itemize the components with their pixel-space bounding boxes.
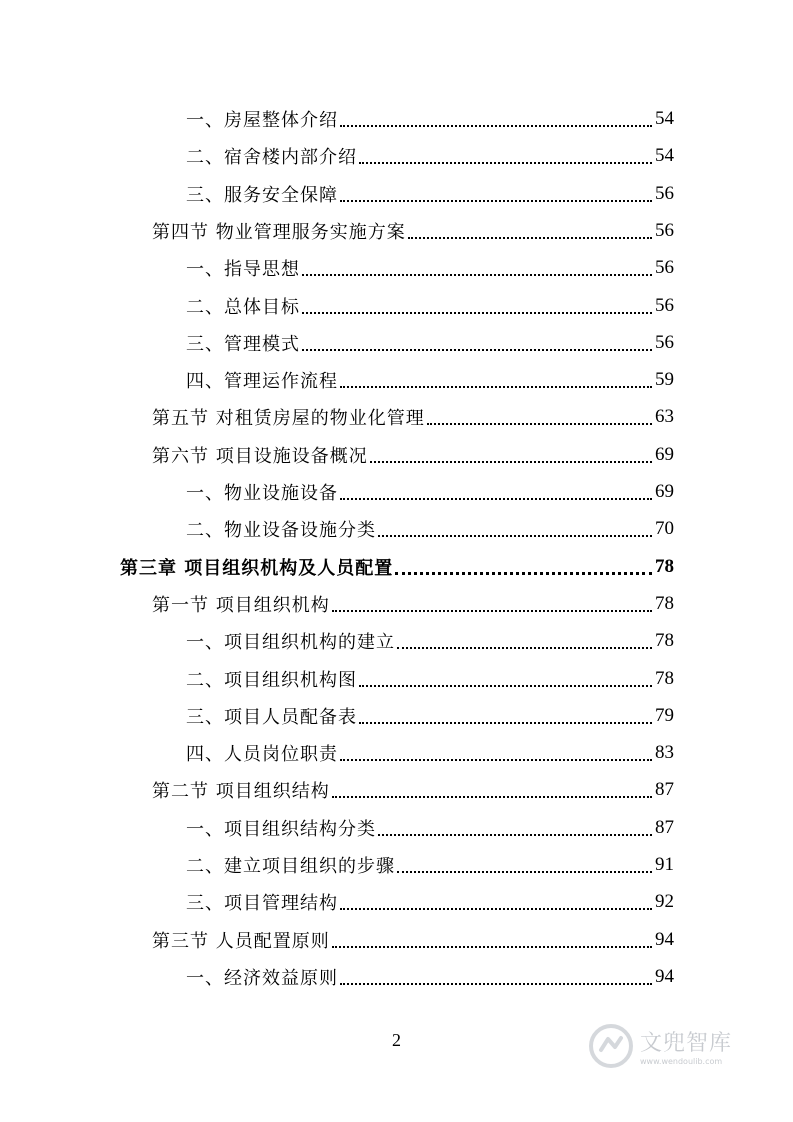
watermark-url: www.wendoulib.com [640,1057,723,1066]
toc-entry[interactable] [0,179,674,209]
toc-entry[interactable] [0,440,674,470]
toc-entry-title: 一、经济效益原则 [186,967,338,989]
toc-entry-title: 一、项目组织机构的建立 [186,632,395,654]
toc-entry[interactable] [0,477,674,507]
toc-dot-leader [408,237,652,239]
toc-entry-page: 63 [655,406,674,428]
toc-entry[interactable] [0,962,674,992]
toc-dot-leader [340,125,652,127]
toc-dot-leader [340,386,652,388]
toc-entry[interactable] [0,626,674,656]
toc-entry-title: 一、物业设施设备 [186,483,338,504]
toc-entry-page: 59 [655,369,674,391]
page-number: 2 [392,1030,401,1050]
toc-entry-title: 第三章 项目组织机构及人员配置 [120,557,394,579]
toc-entry[interactable] [0,514,674,544]
toc-dot-leader [302,274,652,276]
toc-dot-leader [378,834,652,836]
toc-entry-page: 78 [655,667,674,689]
toc-entry-title: 第一节 项目组织机构 [152,594,330,616]
toc-entry[interactable] [0,104,674,134]
toc-entry-title: 三、管理模式 [186,333,300,355]
toc-entry-page: 69 [655,443,674,465]
toc-entry[interactable] [0,664,674,694]
toc-entry-title: 第二节 项目组织结构 [152,781,330,803]
toc-dot-leader [332,946,652,948]
toc-entry-title: 第五节 对租赁房屋的物业化管理 [152,408,425,430]
toc-entry-title: 一、房屋整体介绍 [186,110,338,131]
toc-dot-leader [397,871,652,873]
toc-dot-leader [370,461,652,463]
toc-dot-leader [359,722,652,724]
toc-dot-leader [332,610,652,612]
toc-entry-title: 二、建立项目组织的步骤 [186,856,395,877]
toc-entry[interactable] [0,887,674,917]
toc-dot-leader [378,535,652,537]
toc-entry-title: 第四节 物业管理服务实施方案 [152,221,406,243]
toc-dot-leader [340,498,652,500]
toc-entry-page: 94 [655,965,674,987]
toc-entry-page: 56 [655,219,674,241]
toc-dot-leader [427,423,652,425]
watermark-name: 文兜智库 [640,1031,733,1056]
toc-entry[interactable] [0,701,674,731]
toc-entry-page: 54 [655,145,674,167]
toc-dot-leader [340,983,652,985]
toc-dot-leader [302,312,652,314]
toc-entry-page: 78 [655,592,674,614]
toc-entry-title: 二、项目组织机构图 [186,669,357,691]
toc-dot-leader [302,349,652,351]
toc-dot-leader [340,759,652,761]
toc-entry-page: 94 [655,928,674,950]
toc-entry-page: 87 [655,816,674,838]
toc-entry-title: 一、指导思想 [186,259,300,281]
toc-entry-title: 三、服务安全保障 [186,184,338,206]
watermark [588,1018,768,1074]
toc-dot-leader [332,796,652,798]
toc-entry[interactable] [0,552,674,582]
toc-entry-page: 69 [655,481,674,502]
toc-entry-title: 二、宿舍楼内部介绍 [186,147,357,169]
toc-dot-leader [397,647,652,649]
toc-entry-title: 一、项目组织结构分类 [186,818,376,840]
toc-entry[interactable] [0,365,674,395]
toc-dot-leader [359,685,652,687]
toc-entry-page: 78 [655,630,674,652]
toc-dot-leader [359,162,652,164]
toc-entry-page: 92 [655,891,674,913]
wendou-logo-icon [588,1023,634,1069]
toc-entry[interactable] [0,925,674,955]
toc-entry-title: 第三节 人员配置原则 [152,930,330,952]
toc-entry-page: 91 [655,854,674,875]
toc-entry-title: 第六节 项目设施设备概况 [152,445,368,467]
toc-entry[interactable] [0,589,674,619]
toc-entry-page: 56 [655,182,674,204]
toc-entry[interactable] [0,291,674,321]
toc-entry[interactable] [0,813,674,843]
toc-entry-title: 二、物业设备设施分类 [186,520,376,542]
toc-entry-page: 56 [655,331,674,353]
toc-entry-page: 78 [655,555,674,577]
toc-entry[interactable] [0,738,674,768]
toc-entry[interactable] [0,328,674,358]
toc-entry[interactable] [0,141,674,171]
toc-entry-title: 三、项目人员配备表 [186,706,357,728]
toc-entry-title: 三、项目管理结构 [186,893,338,915]
toc-entry-title: 四、人员岗位职责 [186,744,338,766]
toc-entry-page: 87 [655,779,674,801]
toc-dot-leader [395,572,652,575]
toc-entry[interactable] [0,216,674,246]
toc-dot-leader [340,200,652,202]
toc-entry-page: 70 [655,518,674,540]
toc-dot-leader [340,908,652,910]
toc-entry[interactable] [0,253,674,283]
toc-entry[interactable] [0,402,674,432]
toc-entry-title: 四、管理运作流程 [186,371,338,393]
toc-entry-page: 56 [655,294,674,316]
toc-entry-title: 二、总体目标 [186,296,300,318]
toc-entry[interactable] [0,775,674,805]
toc-entry[interactable] [0,850,674,880]
toc-entry-page: 79 [655,704,674,726]
toc-entry-page: 54 [655,108,674,129]
toc-entry-page: 56 [655,257,674,279]
toc-entry-page: 83 [655,742,674,764]
